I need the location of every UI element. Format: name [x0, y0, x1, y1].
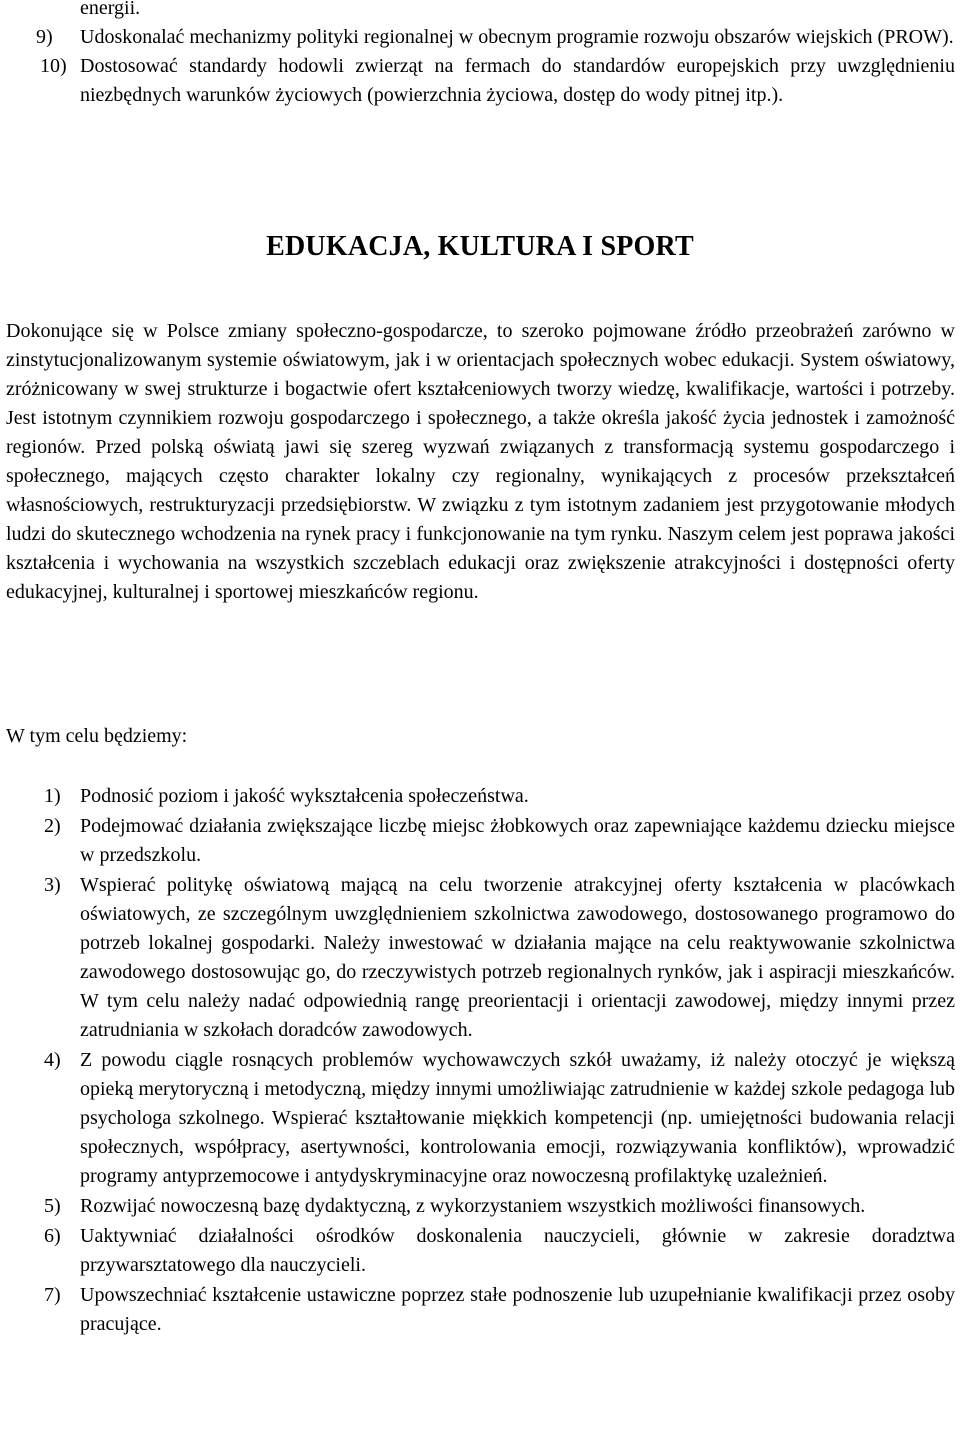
list-number: 4) — [44, 1049, 61, 1071]
lead-in-section — [6, 722, 955, 751]
list-text: Z powodu ciągle rosnących problemów wychowawczych szkół uważamy, iż należy otoczyć je większą opieką merytoryczną i metodyczną, między innymi umożliwiając zatrudnienie w każdej szkole pedagoga lub psychologa szkolnego. Wspierać kształtowanie miękkich kompetencji (np. umiejętności budowania relacji społecznych, współpracy, asertywności, kontrolowania emocji, rozwiązywania konfliktów), wprowadzić programy antyprzemocowe i antydyskryminacyjne oraz nowoczesną profilaktykę uzależnień. — [80, 1049, 955, 1187]
list-text: Wspierać politykę oświatową mającą na celu tworzenie atrakcyjnej oferty kształcenia w placówkach oświatowych, ze szczególnym uwzględnieniem szkolnictwa zawodowego, dostosowanego programowo do potrzeb lokalnej gospodarki. Należy inwestować w działania mające na celu reaktywowanie szkolnictwa zawodowego dostosowując go, do rzeczywistych potrzeb regionalnych rynków, jak i aspiracji mieszkańców. W tym celu należy nadać odpowiednią rangę preorientacji i orientacji zawodowej, między innymi przez zatrudniania w szkołach doradców zawodowych. — [80, 874, 955, 1041]
list-text: Upowszechniać kształcenie ustawiczne poprzez stałe podnoszenie lub uzupełnianie kwalifikacji przez osoby pracujące. — [80, 1284, 955, 1335]
list-text: Rozwijać nowoczesną bazę dydaktyczną, z wykorzystaniem wszystkich możliwości finansowych. — [80, 1195, 866, 1217]
list-number: 7) — [44, 1284, 61, 1306]
list-text: Podejmować działania zwiększające liczbę miejsc żłobkowych oraz zapewniające każdemu dziecku miejsce w przedszkolu. — [80, 815, 955, 866]
list-number: 10) — [40, 55, 67, 77]
list-number: 9) — [36, 26, 53, 48]
list-text: Dostosować standardy hodowli zwierząt na fermach do standardów europejskich przy uwzględnieniu niezbędnych warunków życiowych (powierzchnia życiowa, dostęp do wody pitnej itp.). — [80, 55, 955, 106]
list-text: Podnosić poziom i jakość wykształcenia społeczeństwa. — [80, 785, 529, 807]
list-text: Uaktywniać działalności ośrodków doskonalenia nauczycieli, głównie w zakresie doradztwa przywarsztatowego dla nauczycieli. — [80, 1225, 955, 1276]
list-item-1 — [6, 782, 955, 811]
list-item-6 — [6, 1222, 955, 1280]
list-item-9 — [6, 23, 955, 52]
section-title: EDUKACJA, KULTURA I SPORT — [266, 231, 694, 262]
goals-list — [6, 782, 955, 1340]
list-number: 6) — [44, 1225, 61, 1247]
list-item-2 — [6, 812, 955, 870]
list-text: Udoskonalać mechanizmy polityki regionalnej w obecnym programie rozwoju obszarów wiejskich (PROW). — [80, 26, 954, 48]
list-number: 2) — [44, 815, 61, 837]
list-item-10 — [6, 52, 955, 110]
lead-in-text: W tym celu będziemy: — [6, 725, 188, 747]
list-item-3 — [6, 871, 955, 1045]
list-item-7 — [6, 1281, 955, 1339]
list-fragment: energii. — [80, 0, 141, 19]
list-item-4 — [6, 1046, 955, 1191]
intro-section — [6, 317, 955, 607]
list-number: 5) — [44, 1195, 61, 1217]
list-number: 1) — [44, 785, 61, 807]
list-item-5 — [6, 1192, 955, 1221]
list-number: 3) — [44, 874, 61, 896]
previous-list — [6, 0, 955, 110]
intro-paragraph: Dokonujące się w Polsce zmiany społeczno-gospodarcze, to szeroko pojmowane źródło przeobrażeń zarówno w zinstytucjonalizowanym systemie oświatowym, jak i w orientacjach społecznych wobec edukacji. System oświatowy, zróżnicowany w swej strukturze i bogactwie ofert kształceniowych tworzy wiedzę, kwalifikacje, wartości i potrzeby. Jest istotnym czynnikiem rozwoju gospodarczego i społecznego, a także określa jakość życia jednostek i zamożność regionów. Przed polską oświatą jawi się szereg wyzwań związanych z transformacją systemu gospodarczego i społecznego, mających często charakter lokalny czy regionalny, wynikających z procesów przekształceń własnościowych, restrukturyzacji przedsiębiorstw. W związku z tym istotnym zadaniem jest przygotowanie młodych ludzi do skutecznego wchodzenia na rynek pracy i funkcjonowanie na tym rynku. Naszym celem jest poprawa jakości kształcenia i wychowania na wszystkich szczeblach edukacji oraz zwiększenie atrakcyjności i dostępności oferty edukacyjnej, kulturalnej i sportowej mieszkańców regionu. — [6, 320, 955, 603]
